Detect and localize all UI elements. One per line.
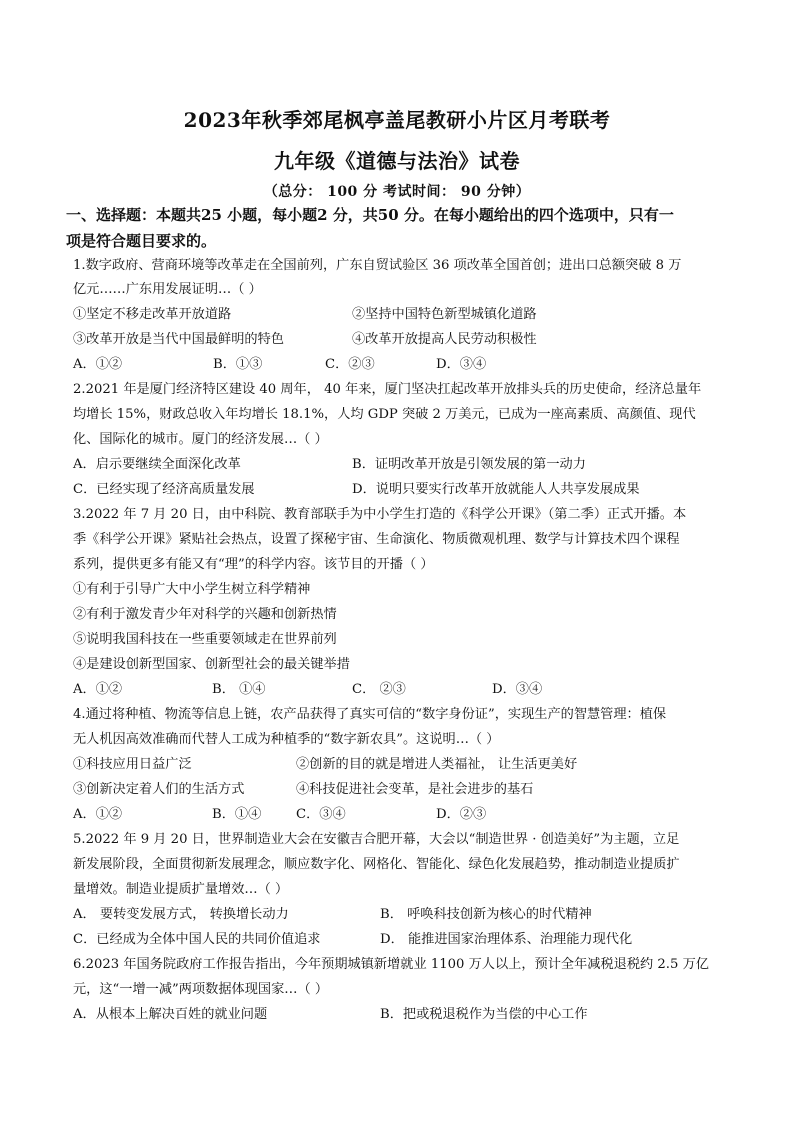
question-3-option-a: A．①② — [73, 682, 123, 697]
question-5-stem-cont2: 量增效。制造业提质扩量增效…（ ） — [73, 882, 289, 897]
question-5-option-c: C．已经成为全体中国人民的共同价值追求 — [73, 932, 321, 947]
question-5-option-a: A． 要转变发展方式， 转换增长动力 — [73, 907, 289, 922]
question-4-statement-2: ②创新的目的就是增进人类福祉， 让生活更美好 — [296, 757, 578, 772]
question-5-stem-cont: 新发展阶段，全面贯彻新发展理念，顺应数字化、网格化、智能化、绿色化发展趋势，推动制造业提质扩 — [73, 857, 680, 872]
question-4-statement-3: ③创新决定着人们的生活方式 — [73, 782, 245, 797]
question-1-option-d: D．③④ — [436, 357, 487, 372]
question-5-stem: 5.2022 年 9 月 20 日，世界制造业大会在安徽吉合肥开幕，大会以“制造世界 · 创造美好”为主题，立足 — [73, 832, 680, 847]
question-1-statement-3: ③改革开放是当代中国最鲜明的特色 — [73, 332, 284, 347]
question-6-option-a: A．从根本上解决百姓的就业问题 — [73, 1007, 268, 1022]
question-2-stem: 2.2021 年是厦门经济特区建设 40 周年， 40 年来，厦门坚决扛起改革开放排头兵的历史使命，经济总量年 — [73, 382, 702, 397]
question-3-statement-3: ⑤说明我国科技在一些重要领域走在世界前列 — [73, 632, 337, 647]
question-6-stem: 6.2023 年国务院政府工作报告指出，今年预期城镇新增就业 1100 万人以上，预计全年减税退税约 2.5 万亿 — [73, 957, 709, 972]
question-4-statement-1: ①科技应用日益广泛 — [73, 757, 192, 772]
section-instruction: 一、选择题：本题共25 小题，每小题2 分，共50 分。在每小题给出的四个选项中，只有一 — [66, 206, 674, 224]
section-instruction-cont: 项是符合题目要求的。 — [66, 232, 217, 250]
question-3-stem: 3.2022 年 7 月 20 日，由中科院、教育部联手为中小学生打造的《科学公开课》（第二季）正式开播。本 — [73, 507, 687, 522]
question-1-stem: 1.数字政府、营商环境等改革走在全国前列，广东自贸试验区 36 项改革全国首创；进出口总额突破 8 万 — [73, 258, 682, 273]
question-1-option-b: B．①③ — [213, 357, 263, 372]
question-4-option-d: D．②③ — [436, 807, 487, 822]
question-4-option-a: A．①② — [73, 807, 123, 822]
question-3-stem-cont: 季《科学公开课》紧贴社会热点，设置了探秘宇宙、生命演化、物质微观机理、数学与计算技术四个课程 — [73, 532, 680, 547]
question-1-option-c: C．②③ — [325, 357, 375, 372]
question-2-option-d: D．说明只要实行改革开放就能人人共享发展成果 — [352, 482, 640, 497]
question-2-stem-cont: 均增长 15%，财政总收入年均增长 18.1%，人均 GDP 突破 2 万美元，已成为一座高素质、高颜值、现代 — [73, 407, 696, 422]
question-3-statement-1: ①有利于引导广大中小学生树立科学精神 — [73, 582, 311, 597]
question-1-statement-1: ①坚定不移走改革开放道路 — [73, 307, 232, 322]
question-3-statement-2: ②有利于激发青少年对科学的兴趣和创新热情 — [73, 607, 337, 622]
question-5-option-b: B． 呼唤科技创新为核心的时代精神 — [380, 907, 592, 922]
exam-title: 2023年秋季郊尾枫亭盖尾教研小片区月考联考 — [183, 108, 611, 132]
question-2-option-b: B．证明改革开放是引领发展的第一动力 — [352, 457, 586, 472]
question-3-stem-cont2: 系列，提供更多有能又有“理”的科学内容。该节目的开播（ ） — [73, 557, 434, 572]
question-3-option-d: D．③④ — [492, 682, 543, 697]
question-1-statement-2: ②坚持中国特色新型城镇化道路 — [352, 307, 537, 322]
question-6-stem-cont: 元，这“一增一减”两项数据体现国家…（ ） — [73, 982, 329, 997]
question-1-stem-cont: 亿元……广东用发展证明…（ ） — [73, 282, 262, 297]
question-4-stem: 4.通过将种植、物流等信息上链，农产品获得了真实可信的“数字身份证”，实现生产的智慧管理：植保 — [73, 707, 667, 722]
question-4-statement-4: ④科技促进社会变革，是社会进步的基石 — [296, 782, 534, 797]
question-1-option-a: A．①② — [73, 357, 123, 372]
question-1-statement-4: ④改革开放提高人民劳动积极性 — [352, 332, 537, 347]
question-3-statement-4: ④是建设创新型国家、创新型社会的最关键举措 — [73, 657, 350, 672]
question-2-stem-cont2: 化、国际化的城市。厦门的经济发展…（ ） — [73, 432, 328, 447]
question-4-option-c: C．③④ — [296, 807, 346, 822]
question-3-option-c: C． ②③ — [352, 682, 406, 697]
question-4-option-b: B．①④ — [212, 807, 262, 822]
question-4-stem-cont: 无人机因高效准确而代替人工成为种植季的“数字新农具”。这说明…（ ） — [73, 732, 500, 747]
question-2-option-c: C．已经实现了经济高质量发展 — [73, 482, 255, 497]
question-6-option-b: B．把或税退税作为当偿的中心工作 — [380, 1007, 588, 1022]
question-5-option-d: D． 能推进国家治理体系、治理能力现代化 — [380, 932, 633, 947]
question-3-option-b: B． ①④ — [212, 682, 266, 697]
question-2-option-a: A．启示要继续全面深化改革 — [73, 457, 241, 472]
exam-score-time: （总分： 100 分 考试时间： 90 分钟） — [263, 184, 531, 200]
exam-subject-title: 九年级《道德与法治》试卷 — [274, 149, 520, 173]
